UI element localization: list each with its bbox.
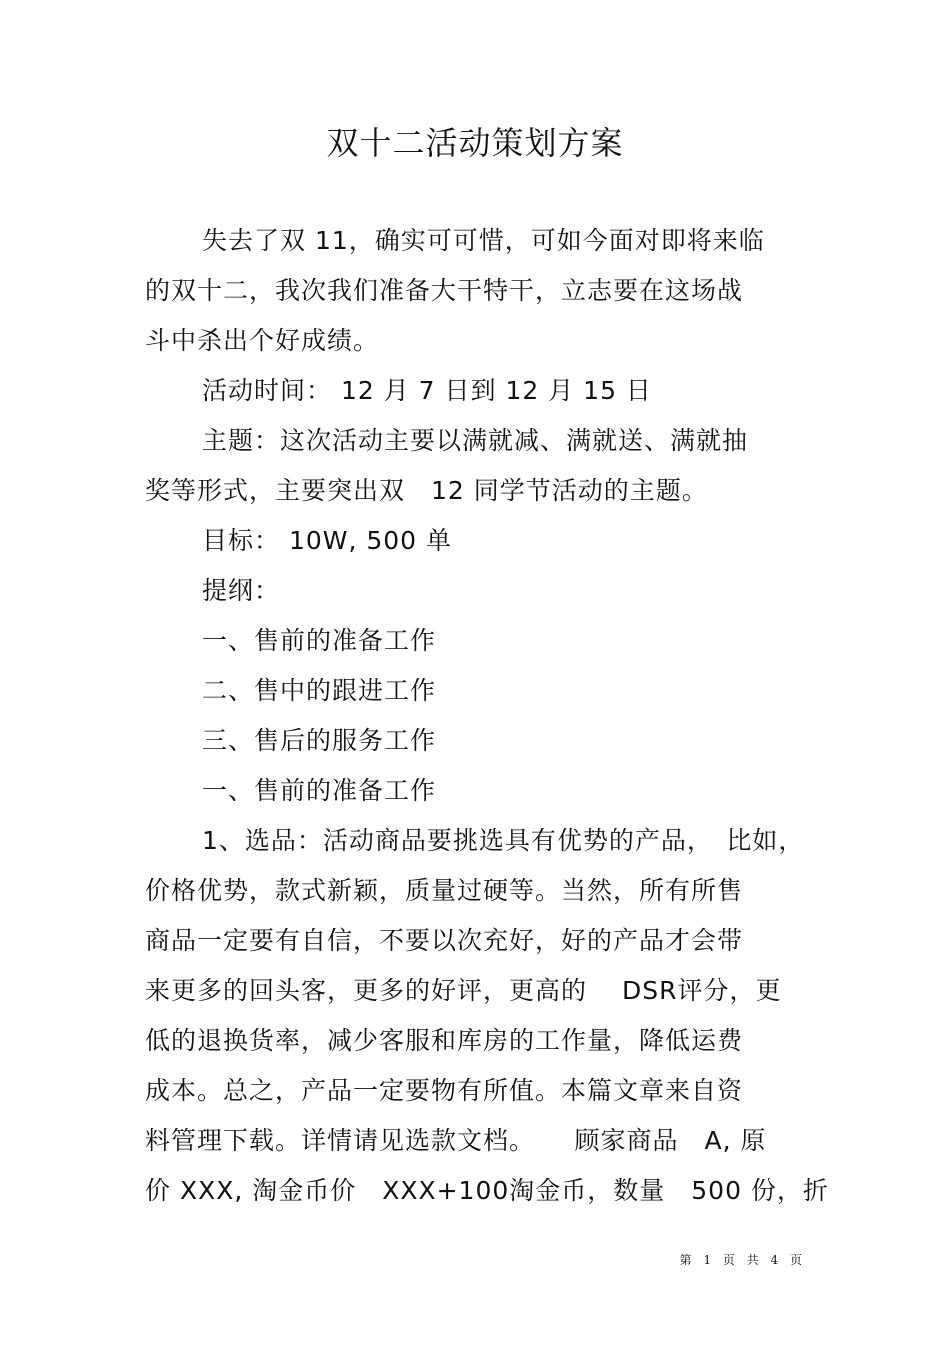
body-line: 1、选品：活动商品要挑选具有优势的产品， 比如， (202, 826, 805, 855)
outline-heading: 提纲： (202, 576, 281, 605)
section-heading: 一、售前的准备工作 (202, 776, 437, 805)
body-line: 斗中杀出个好成绩。 (145, 326, 380, 355)
body-line: 价 XXX, 淘金币价 XXX+100淘金币，数量 500 份，折 (145, 1176, 829, 1205)
body-line: 的双十二，我次我们准备大干特干，立志要在这场战 (145, 276, 744, 305)
body-line: 商品一定要有自信，不要以次充好，好的产品才会带 (145, 926, 744, 955)
outline-item: 三、售后的服务工作 (202, 726, 437, 755)
goal-line: 目标： 10W, 500 单 (202, 526, 453, 555)
body-line: 低的退换货率，减少客服和库房的工作量，降低运费 (145, 1026, 744, 1055)
body-line: 失去了双 11，确实可可惜，可如今面对即将来临 (202, 226, 765, 255)
body-line: 奖等形式，主要突出双 12 同学节活动的主题。 (145, 476, 708, 505)
page-number: 第 1 页 共 4 页 (679, 1253, 806, 1267)
document-title: 双十二活动策划方案 (326, 124, 624, 162)
activity-time-line: 活动时间： 12 月 7 日到 12 月 15 日 (202, 376, 652, 405)
body-line: 料管理下载。详情请见选款文档。 顾家商品 A, 原 (145, 1126, 767, 1155)
outline-item: 二、售中的跟进工作 (202, 676, 437, 705)
outline-item: 一、售前的准备工作 (202, 626, 437, 655)
body-line: 价格优势，款式新颖，质量过硬等。当然，所有所售 (145, 876, 744, 905)
body-line: 成本。总之，产品一定要物有所值。本篇文章来自资 (145, 1076, 744, 1105)
theme-line: 主题：这次活动主要以满就减、满就送、满就抽 (202, 426, 749, 455)
body-line: 来更多的回头客，更多的好评，更高的 DSR评分，更 (145, 976, 782, 1005)
